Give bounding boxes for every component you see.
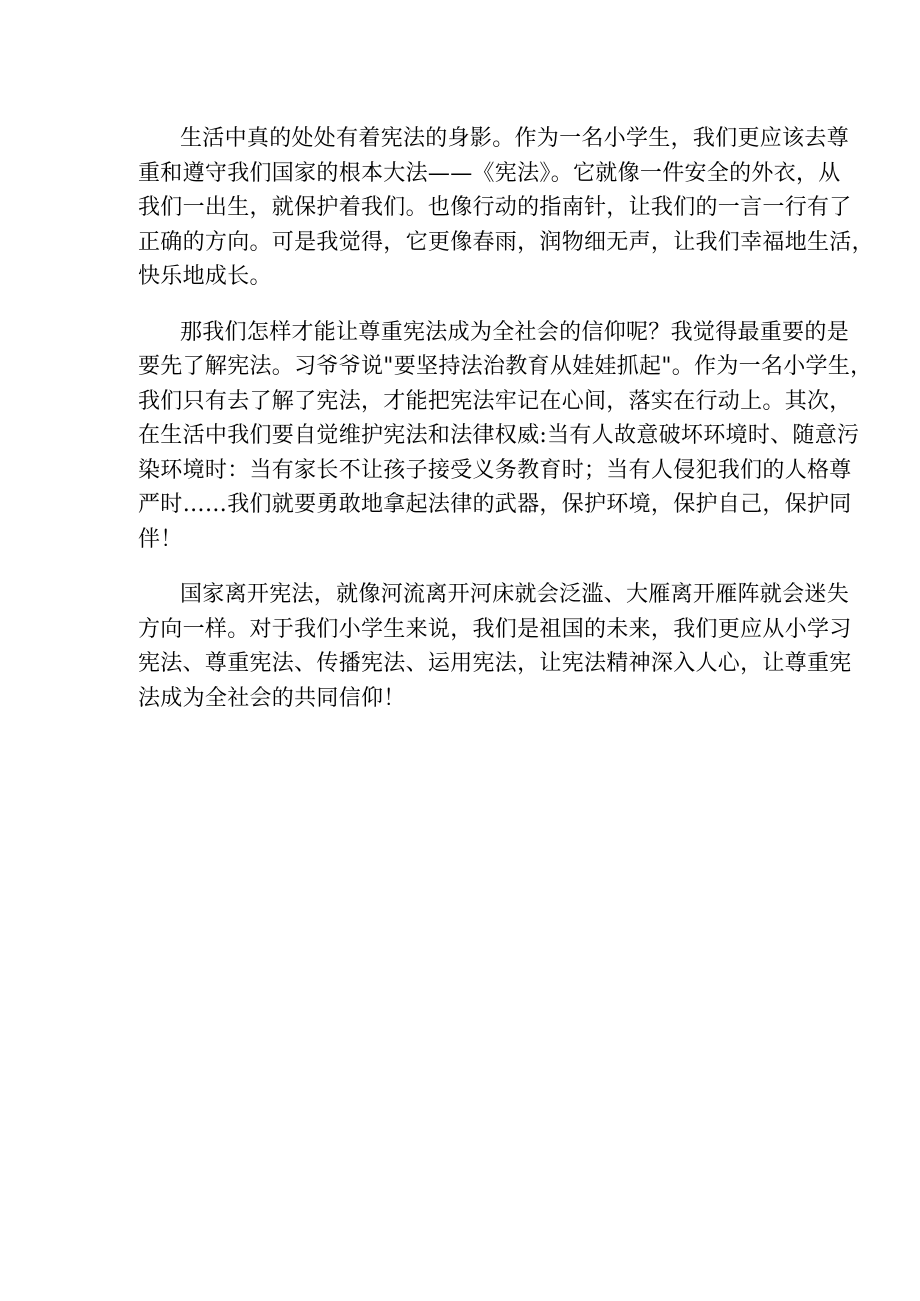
text-line: 伴！ <box>138 526 183 552</box>
text-line: 正确的方向。可是我觉得，它更像春雨，润物细无声，让我们幸福地生活， <box>138 229 874 255</box>
text-line: 我们只有去了解了宪法，才能把宪法牢记在心间，落实在行动上。其次， <box>138 388 852 414</box>
text-line: 方向一样。对于我们小学生来说，我们是祖国的未来，我们更应从小学习 <box>138 616 852 642</box>
text-line: 生活中真的处处有着宪法的身影。作为一名小学生，我们更应该去尊 <box>180 126 850 151</box>
paragraph-spacer <box>138 557 788 578</box>
paragraph-1 <box>138 122 874 295</box>
text-line: 染环境时：当有家长不让孩子接受义务教育时；当有人侵犯我们的人格尊 <box>138 457 852 483</box>
text-line: 宪法、尊重宪法、传播宪法、运用宪法，让宪法精神深入人心，让尊重宪 <box>138 651 852 676</box>
text-line: 国家离开宪法，就像河流离开河床就会泛滥、大雁离开雁阵就会迷失 <box>180 582 850 607</box>
text-line: 在生活中我们要自觉维护宪法和法律权威:当有人故意破坏环境时、随意污 <box>138 423 860 448</box>
text-line: 我们一出生，就保护着我们。也像行动的指南针，让我们的一言一行有了 <box>138 195 852 220</box>
text-line: 严时……我们就要勇敢地拿起法律的武器，保护环境，保护自己，保护同 <box>138 492 852 517</box>
document-body <box>138 122 874 716</box>
text-line: 重和遵守我们国家的根本大法——《宪法》。它就像一件安全的外衣，从 <box>138 160 841 186</box>
text-line: 要先了解宪法。习爷爷说"要坚持法治教育从娃娃抓起"。作为一名小学生， <box>138 354 873 379</box>
paragraph-spacer <box>138 295 788 316</box>
text-line: 快乐地成长。 <box>138 264 272 289</box>
paragraph-3 <box>138 578 852 716</box>
paragraph-2 <box>138 316 873 558</box>
text-line: 法成为全社会的共同信仰！ <box>138 685 406 711</box>
text-line: 那我们怎样才能让尊重宪法成为全社会的信仰呢？我觉得最重要的是 <box>180 319 850 345</box>
